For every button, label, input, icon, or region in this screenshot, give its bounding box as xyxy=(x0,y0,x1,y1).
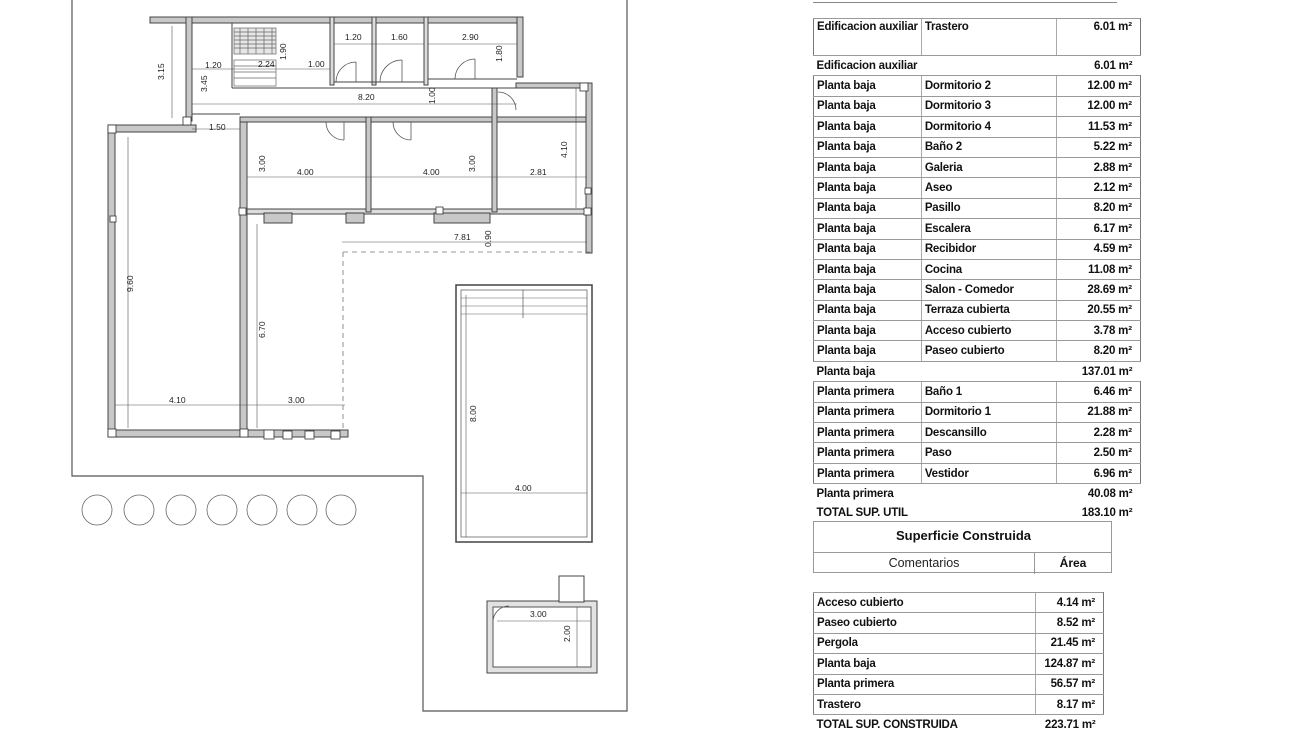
table-row xyxy=(814,300,1141,320)
table-row xyxy=(814,463,1141,483)
dim-label: 3.00 xyxy=(530,609,547,619)
row-level: Planta baja xyxy=(814,341,922,361)
row-level: Planta baja xyxy=(814,321,922,341)
subtotal-row xyxy=(814,361,1141,381)
table-row xyxy=(814,382,1141,402)
dim-label: 6.70 xyxy=(257,321,267,338)
row-level: Planta baja xyxy=(814,300,922,320)
row-room: Dormitorio 2 xyxy=(921,76,1056,96)
pillars xyxy=(108,83,591,439)
row-room: Baño 1 xyxy=(921,382,1056,402)
dim-label: 1.60 xyxy=(391,32,408,42)
main-walls xyxy=(108,83,592,437)
row-room: Recibidor xyxy=(921,239,1056,259)
table-row xyxy=(814,239,1141,259)
row-area: 137.01 m² xyxy=(1081,365,1133,378)
row-room: Escalera xyxy=(921,219,1056,239)
row-level: Planta baja xyxy=(814,76,922,96)
row-room: Descansillo xyxy=(921,423,1056,443)
pool-inner xyxy=(461,290,587,537)
table-row xyxy=(814,117,1141,137)
row-area: 4.14 m² xyxy=(1036,593,1104,613)
table-row xyxy=(814,633,1104,653)
table-row xyxy=(814,423,1141,443)
row-level: Planta baja xyxy=(814,198,922,218)
row-level: Planta baja xyxy=(814,239,922,259)
row-area: 2.50 m² xyxy=(1056,443,1140,463)
row-area: 21.88 m² xyxy=(1056,402,1140,422)
row-area: 124.87 m² xyxy=(1036,654,1104,674)
row-level: Planta baja xyxy=(816,365,876,378)
row-room: Dormitorio 3 xyxy=(921,96,1056,116)
table-row xyxy=(814,593,1104,613)
dim-label: 8.20 xyxy=(358,92,375,102)
row-room: Galeria xyxy=(921,157,1056,177)
row-area: 56.57 m² xyxy=(1036,674,1104,694)
table-row xyxy=(814,443,1141,463)
table-row xyxy=(814,76,1141,96)
dim-label: 1.00 xyxy=(427,87,437,104)
row-level: Planta baja xyxy=(814,280,922,300)
plants xyxy=(82,495,356,525)
row-label: TOTAL SUP. CONSTRUIDA xyxy=(816,719,958,732)
dim-label: 4.00 xyxy=(423,167,440,177)
row-area: 11.08 m² xyxy=(1056,259,1140,279)
row-label: Planta baja xyxy=(814,654,1036,674)
row-area: 6.01 m² xyxy=(1094,59,1133,72)
dim-label: 3.15 xyxy=(156,63,166,80)
row-label: Trastero xyxy=(814,694,1036,714)
row-level: Planta primera xyxy=(816,487,894,500)
row-room: Vestidor xyxy=(921,463,1056,483)
row-label: Paseo cubierto xyxy=(814,613,1036,633)
column-comment: Comentarios xyxy=(814,553,1035,574)
row-area: 8.20 m² xyxy=(1056,341,1140,361)
row-room: Dormitorio 4 xyxy=(921,117,1056,137)
row-area: 8.52 m² xyxy=(1036,613,1104,633)
useful-area-rows xyxy=(814,19,1141,523)
stair xyxy=(234,28,276,86)
table-row xyxy=(814,96,1141,116)
row-level: Planta primera xyxy=(814,423,922,443)
dim-label: 4.10 xyxy=(169,395,186,405)
row-room: Paseo cubierto xyxy=(921,341,1056,361)
table-row xyxy=(814,341,1141,361)
dim-label: 9.60 xyxy=(125,275,135,292)
row-area: 6.01 m² xyxy=(1056,19,1140,56)
table-row xyxy=(814,219,1141,239)
row-area: 12.00 m² xyxy=(1056,76,1140,96)
dim-label: 3.45 xyxy=(199,75,209,92)
row-area: 6.96 m² xyxy=(1056,463,1140,483)
row-room: Acceso cubierto xyxy=(921,321,1056,341)
row-area: 183.10 m² xyxy=(1081,507,1133,520)
row-area: 21.45 m² xyxy=(1036,633,1104,653)
dim-label: 8.00 xyxy=(468,405,478,422)
table-row xyxy=(814,321,1141,341)
row-area: 2.12 m² xyxy=(1056,178,1140,198)
row-area: 28.69 m² xyxy=(1056,280,1140,300)
row-level: Planta primera xyxy=(814,382,922,402)
useful-area-table xyxy=(813,18,1141,523)
table-row xyxy=(814,259,1141,279)
row-level: TOTAL SUP. UTIL xyxy=(816,507,908,520)
row-area: 6.17 m² xyxy=(1056,219,1140,239)
row-area: 5.22 m² xyxy=(1056,137,1140,157)
table-row xyxy=(814,402,1141,422)
table-row xyxy=(814,674,1104,694)
table-row xyxy=(814,654,1104,674)
dim-label: 2.90 xyxy=(462,32,479,42)
row-area: 4.59 m² xyxy=(1056,239,1140,259)
row-room: Baño 2 xyxy=(921,137,1056,157)
table-row xyxy=(814,137,1141,157)
built-area-columns xyxy=(814,552,1111,574)
built-area-header xyxy=(813,521,1112,573)
row-level: Planta baja xyxy=(814,96,922,116)
row-room: Aseo xyxy=(921,178,1056,198)
row-room: Salon - Comedor xyxy=(921,280,1056,300)
table-row xyxy=(814,613,1104,633)
row-label: Acceso cubierto xyxy=(814,593,1036,613)
dim-label: 3.00 xyxy=(288,395,305,405)
row-room: Pasillo xyxy=(921,198,1056,218)
row-area: 12.00 m² xyxy=(1056,96,1140,116)
row-level: Planta primera xyxy=(814,443,922,463)
row-area: 3.78 m² xyxy=(1056,321,1140,341)
dim-label: 1.20 xyxy=(205,60,222,70)
dim-label: 4.00 xyxy=(515,483,532,493)
row-level: Planta primera xyxy=(814,463,922,483)
table-row xyxy=(814,198,1141,218)
row-area: 2.28 m² xyxy=(1056,423,1140,443)
table-top-edge xyxy=(813,0,1117,3)
row-level: Planta baja xyxy=(814,117,922,137)
dim-label: 2.24 xyxy=(258,59,275,69)
dim-label: 1.50 xyxy=(209,122,226,132)
dim-label: 1.90 xyxy=(278,43,288,60)
table-row xyxy=(814,19,1141,56)
row-level: Planta baja xyxy=(814,259,922,279)
dim-label: 1.80 xyxy=(494,45,504,62)
pool-steps xyxy=(461,298,587,314)
row-room: Trastero xyxy=(921,19,1056,56)
row-area: 8.17 m² xyxy=(1036,694,1104,714)
row-area: 6.46 m² xyxy=(1056,382,1140,402)
dim-label: 7.81 xyxy=(454,232,471,242)
row-area: 2.88 m² xyxy=(1056,157,1140,177)
row-level: Planta baja xyxy=(814,137,922,157)
column-area: Área xyxy=(1059,556,1087,570)
subtotal-row xyxy=(814,484,1141,504)
row-room: Dormitorio 1 xyxy=(921,402,1056,422)
row-room: Paso xyxy=(921,443,1056,463)
dim-label: 4.10 xyxy=(559,141,569,158)
row-area: 20.55 m² xyxy=(1056,300,1140,320)
row-room: Terraza cubierta xyxy=(921,300,1056,320)
table-row xyxy=(814,178,1141,198)
row-level: Planta primera xyxy=(814,402,922,422)
row-label: Planta primera xyxy=(814,674,1036,694)
dim-label: 4.00 xyxy=(297,167,314,177)
dimension-labels xyxy=(125,32,572,642)
row-level: Edificacion auxiliar xyxy=(814,19,922,56)
table-row xyxy=(814,280,1141,300)
row-level: Planta baja xyxy=(814,178,922,198)
table-row xyxy=(814,694,1104,714)
total-row xyxy=(814,715,1104,735)
built-area-title: Superficie Construida xyxy=(895,528,1032,543)
dim-label: 2.81 xyxy=(530,167,547,177)
row-label: Pergola xyxy=(814,633,1036,653)
row-area: 8.20 m² xyxy=(1056,198,1140,218)
row-area: 40.08 m² xyxy=(1087,487,1133,500)
dim-label: 0.90 xyxy=(483,230,493,247)
row-area: 11.53 m² xyxy=(1056,117,1140,137)
row-level: Planta baja xyxy=(814,157,922,177)
dim-label: 1.00 xyxy=(308,59,325,69)
dim-label: 1.20 xyxy=(345,32,362,42)
row-room: Cocina xyxy=(921,259,1056,279)
row-level: Planta baja xyxy=(814,219,922,239)
row-area: 223.71 m² xyxy=(1044,719,1096,732)
built-area-rows xyxy=(814,593,1104,735)
storage-pergola xyxy=(559,576,584,602)
dim-label: 2.00 xyxy=(562,625,572,642)
dim-label: 3.00 xyxy=(467,155,477,172)
subtotal-row xyxy=(814,56,1141,76)
row-level: Edificacion auxiliar xyxy=(816,59,918,72)
table-row xyxy=(814,157,1141,177)
dim-label: 3.00 xyxy=(257,155,267,172)
built-area-table xyxy=(813,592,1104,735)
